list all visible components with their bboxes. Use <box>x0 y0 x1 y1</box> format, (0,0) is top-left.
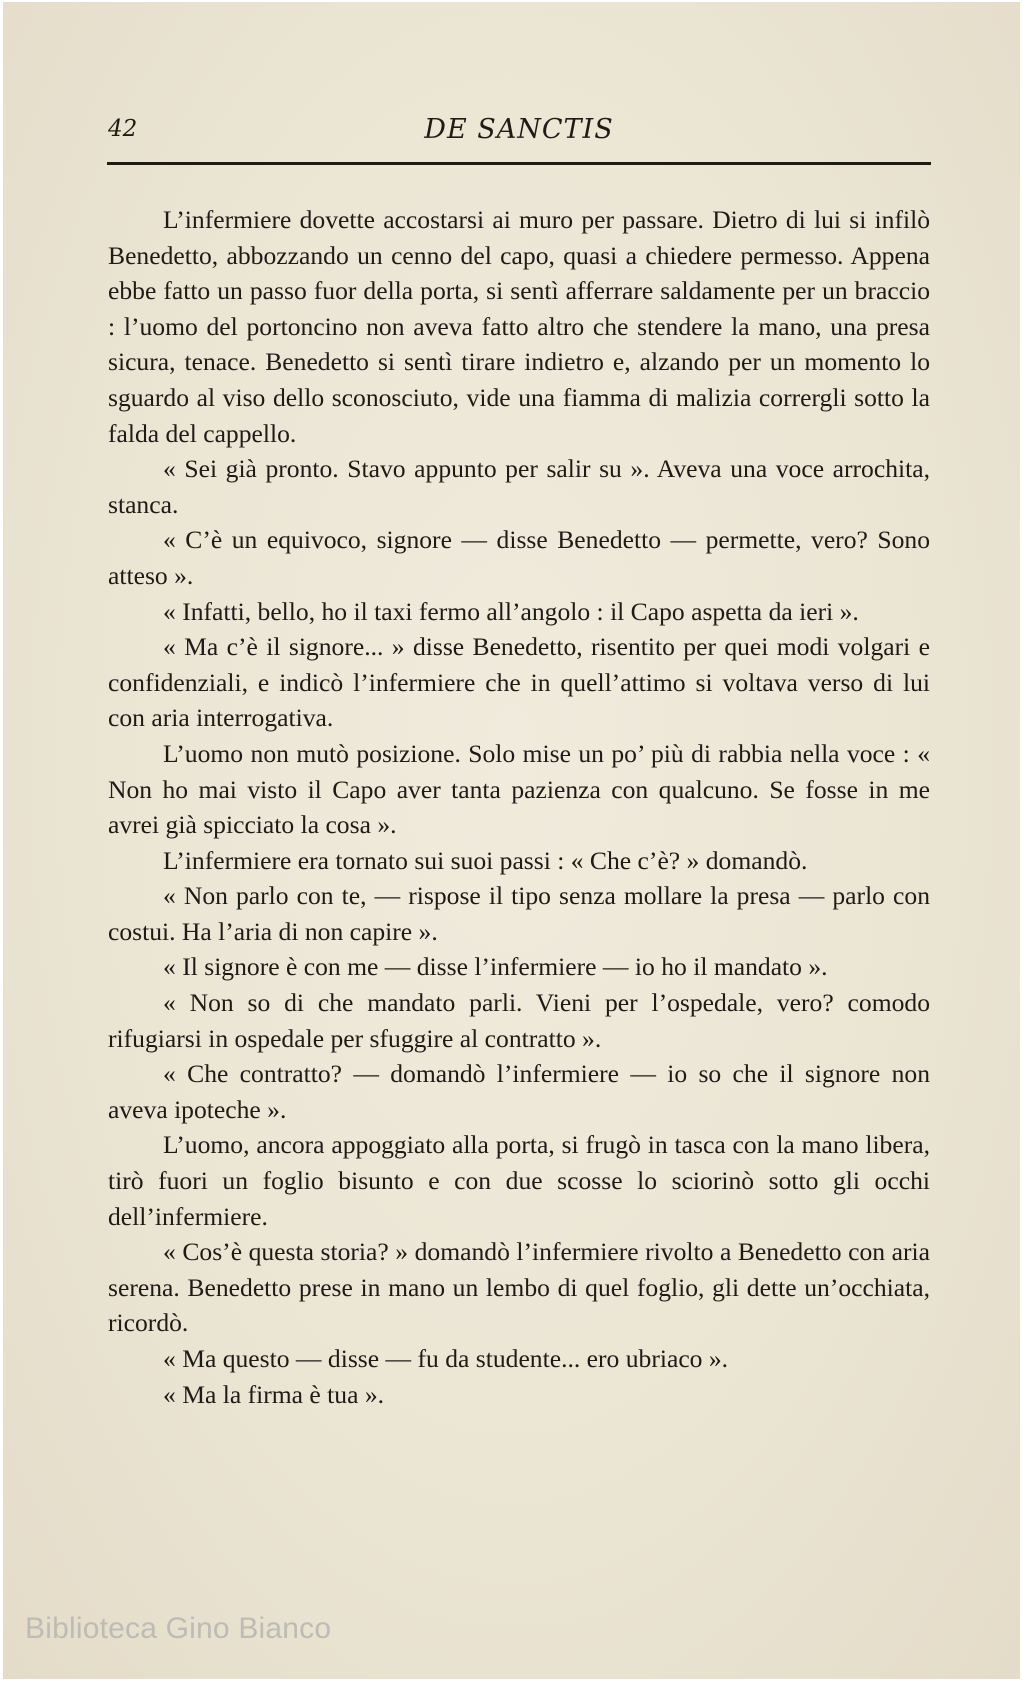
paragraph: L’infermiere era tornato sui suoi passi : « Che c’è? » domandò. <box>163 845 808 875</box>
header-rule <box>107 162 931 165</box>
paragraph: « Sei già pronto. Stavo appunto per salir su ». Aveva una voce arrochita, stanca. <box>108 454 930 519</box>
paragraph: « Ma la firma è tua ». <box>163 1379 385 1409</box>
paragraph: « C’è un equivoco, signore — disse Benedetto — permette, vero? Sono atteso ». <box>108 525 930 590</box>
page-header <box>108 110 930 158</box>
library-watermark: Biblioteca Gino Bianco <box>25 1612 332 1645</box>
paragraph: « Ma questo — disse — fu da studente... ero ubriaco ». <box>163 1344 729 1373</box>
paragraph: L’uomo non mutò posizione. Solo mise un po’ più di rabbia nella voce : « Non ho mai visto il Capo aver tanta pazienza con qualcuno. Se fosse in me avrei già spicciato la cosa ». <box>108 738 930 840</box>
paragraph: L’uomo, ancora appoggiato alla porta, si frugò in tasca con la mano libera, tirò fuori un foglio bisunto e con due scosse lo sciorinò sotto gli occhi dell’infermiere. <box>108 1130 930 1231</box>
paragraph: « Che contratto? — domandò l’infermiere — io so che il signore non aveva ipoteche ». <box>108 1059 930 1124</box>
paragraph: « Infatti, bello, ho il taxi fermo all’angolo : il Capo aspetta da ieri ». <box>163 596 859 626</box>
page-number: 42 <box>108 116 138 142</box>
paragraph: « Non parlo con te, — rispose il tipo senza mollare la presa — parlo con costui. Ha l’aria di non capire ». <box>108 881 930 946</box>
paragraph: L’infermiere dovette accostarsi ai muro per passare. Dietro di lui si infilò Benedetto, abbozzando un cenno del capo, quasi a chiedere permesso. Appena ebbe fatto un passo fuor della porta, si sentì afferrare saldamente per un braccio : l’uomo del portoncino non aveva fatto altro che stendere la mano, una presa sicura, tenace. Benedetto si sentì tirare indietro e, alzando per un momento lo sguardo al viso dello sconosciuto, vide una fiamma di malizia corrergli sotto la falda del cappello. <box>108 205 930 448</box>
body-text <box>108 202 930 1412</box>
book-page <box>3 2 1020 1679</box>
paragraph: « Ma c’è il signore... » disse Benedetto, risentito per quei modi volgari e confidenziali, e indicò l’infermiere che in quell’attimo si voltava verso di lui con aria interrogativa. <box>108 632 930 733</box>
running-title: DE SANCTIS <box>424 114 614 145</box>
paragraph: « Non so di che mandato parli. Vieni per l’ospedale, vero? comodo rifugiarsi in ospedale per sfuggire al contratto ». <box>108 988 930 1053</box>
paragraph: « Cos’è questa storia? » domandò l’infermiere rivolto a Benedetto con aria serena. Benedetto prese in mano un lembo di quel foglio, gli dette un’occhiata, ricordò. <box>108 1237 930 1338</box>
paragraph: « Il signore è con me — disse l’infermiere — io ho il mandato ». <box>163 952 828 982</box>
